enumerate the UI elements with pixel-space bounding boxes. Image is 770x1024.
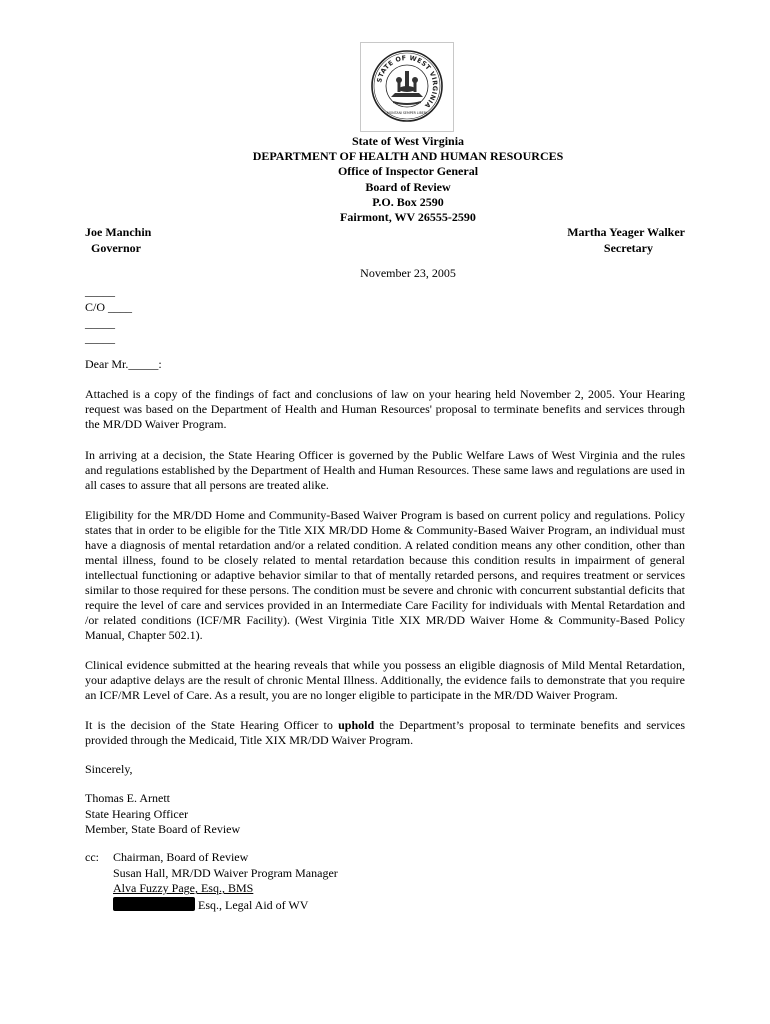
letter-body: [85, 387, 685, 763]
cc-label: cc:: [85, 850, 99, 864]
address-line: _____: [85, 284, 115, 298]
secretary-title: Secretary: [603, 241, 653, 255]
governor-title: Governor: [91, 241, 141, 255]
secretary-name: Martha Yeager Walker: [567, 225, 685, 239]
address-line: _____: [85, 331, 115, 346]
governor-block: [85, 224, 151, 256]
cc-recipient: Chairman, Board of Review: [113, 850, 249, 864]
cc-recipient-redacted: [113, 897, 338, 914]
cc-recipient: Alva Fuzzy Page, Esq., BMS: [113, 881, 254, 895]
closing: Sincerely,: [85, 762, 133, 776]
letterhead-office: Office of Inspector General: [337, 164, 479, 179]
recipient-address: [85, 284, 132, 347]
paragraph-decision: [85, 718, 685, 748]
decision-text-after: the Department’s proposal to terminate benefits and services provided through the Medicaid, Title XIX MR/DD Waiver Program.: [85, 718, 685, 747]
letterhead-state: State of West Virginia: [351, 134, 465, 148]
letterhead-department: DEPARTMENT OF HEALTH AND HUMAN RESOURCES: [252, 149, 564, 164]
governor-name: Joe Manchin: [85, 225, 152, 239]
cc-recipient: Susan Hall, MR/DD Waiver Program Manager: [113, 865, 338, 880]
signer-title: State Hearing Officer: [85, 806, 189, 821]
state-seal-icon: [369, 47, 445, 125]
address-line: C/O ____: [85, 299, 133, 314]
paragraph-hearing-findings: Attached is a copy of the findings of fact and conclusions of law on your hearing held November 2, 2005. Your Hearing request was based on the Department of Health and Human Resources' proposal to terminate benefits and services through the MR/DD Waiver Program.: [85, 387, 685, 431]
secretary-block: [540, 224, 685, 256]
state-seal-frame: [360, 42, 454, 132]
address-line: _____: [85, 315, 115, 330]
salutation: Dear Mr._____:: [85, 357, 162, 371]
seal-ring-text: STATE OF WEST VIRGINIA: [375, 53, 440, 110]
paragraph-governing-laws: In arriving at a decision, the State Hearing Officer is governed by the Public Welfare Laws of West Virginia and the rules and regulations established by the Department of Health and Human Resources. These same laws and regulations are used in all cases to assure that all persons are treated alike.: [85, 448, 685, 492]
letterhead-board: Board of Review: [365, 179, 451, 194]
paragraph-eligibility-policy: Eligibility for the MR/DD Home and Community-Based Waiver Program is based on current policy and regulations. Policy states that in order to be eligible for the Title XIX MR/DD Home & Community-Based Waiver Program, an individual must have a diagnosis of mental retardation and/or a related condition. A related condition means any other condition, other than mental illness, found to be closely related to mental retardation because this condition results in impairment of general intellectual functioning or adaptive behavior similar to that of mentally retarded persons, and requires treatment or services similar to those required for these persons. The condition must be severe and chronic with concurrent substantial deficits that require the level of care and services provided in an Intermediate Care Facility for individuals with Mental Retardation and /or related conditions (ICF/MR Facility). (West Virginia Title XIX MR/DD Waiver Home & Community-Based Policy Manual, Chapter 502.1).: [85, 508, 685, 642]
decision-text-before: It is the decision of the State Hearing Officer to: [85, 718, 339, 732]
letterhead-city: Fairmont, WV 26555-2590: [340, 210, 476, 225]
seal-motto: MONTANI SEMPER LIBERI: [387, 111, 427, 115]
redaction-bar: [113, 897, 195, 911]
letterhead-po-box: P.O. Box 2590: [372, 194, 444, 209]
letter-date: November 23, 2005: [360, 266, 456, 280]
paragraph-clinical-evidence: Clinical evidence submitted at the hearing reveals that while you possess an eligible diagnosis of Mild Mental Retardation, your adaptive delays are the result of chronic Mental Illness. Additionally, the evidence fails to demonstrate that you require an ICF/MR Level of Care. As a result, you are no longer eligible to participate in the MR/DD Waiver Program.: [85, 658, 685, 702]
cc-recipient-suffix: Esq., Legal Aid of WV: [195, 897, 309, 912]
signature-block: [85, 791, 240, 838]
signer-name: Thomas E. Arnett: [85, 791, 170, 805]
decision-keyword: uphold: [338, 718, 375, 732]
letterhead: [0, 134, 770, 225]
cc-list: [113, 850, 338, 913]
signer-affiliation: Member, State Board of Review: [85, 822, 241, 836]
